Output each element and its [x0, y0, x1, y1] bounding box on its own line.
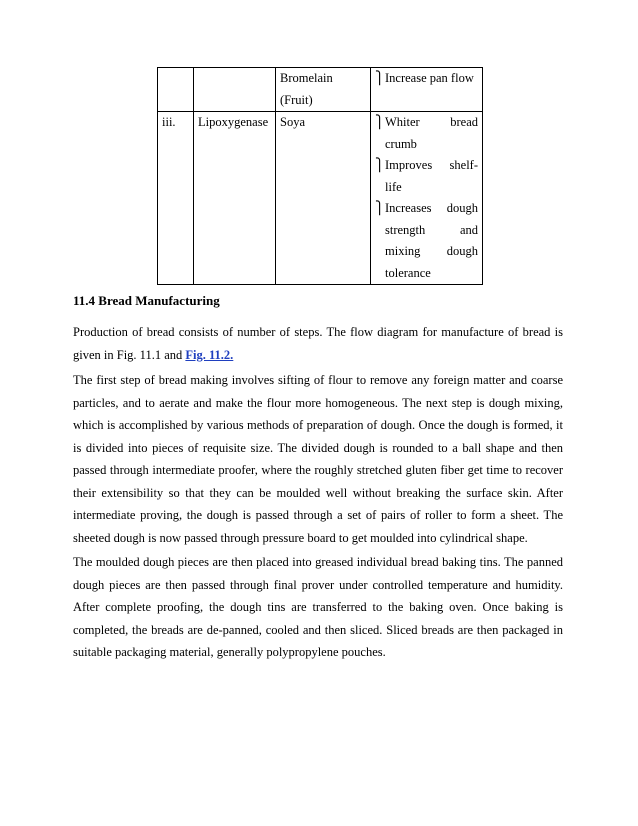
finishing-paragraph: The moulded dough pieces are then placed into greased individual bread baking tins. The panned dough pieces are then passed through final prover under controlled temperature and humidity. After complete proofing, the dough tins are transferred to the baking oven. Once baking is completed, the breads are de-panned, cooled and then sliced. Sliced breads are then packaged in suitable packaging material, generally polypropylene pouches.: [73, 555, 563, 659]
process-paragraph: The first step of bread making involves sifting of flour to remove any foreign matter and coarse particles, and to aerate and make the flour more homogeneous. The next step is dough mixing, which is accomplished by various methods of preparation of dough. Once the dough is formed, it is divided into pieces of requisite size. The divided dough is rounded to a ball shape and then passed through intermediate proofer, where the roughly stretched gluten fiber get time to recover their extensibility so that they can be moulded well without breaking the surface skin. After intermediate proving, the dough is passed through a set of pairs of roller to form a sheet. The sheeted dough is now passed through pressure board to get moulded into cylindrical shape.: [73, 373, 563, 545]
effect-text-continued: mixing dough: [385, 244, 478, 258]
effect-text-continued: tolerance: [385, 265, 431, 280]
figure-link[interactable]: Fig. 11.2.: [185, 347, 234, 362]
brace-bullet-icon: ⎫: [375, 115, 385, 129]
intro-paragraph: [73, 321, 563, 366]
intro-text: Production of bread consists of number of steps. The flow diagram for manufacture of bread is given in Fig. 11.1 and: [73, 325, 563, 362]
section-heading: 11.4 Bread Manufacturing: [73, 293, 220, 308]
source-line: Soya: [280, 115, 305, 129]
enzyme-cell: [194, 68, 276, 112]
effect-text: Improves shelf-: [385, 158, 478, 172]
effect-text-continued: life: [385, 179, 402, 194]
brace-bullet-icon: ⎫: [375, 71, 385, 85]
source-line: (Fruit): [280, 92, 313, 107]
effect-text: Whiter bread: [385, 115, 478, 129]
table-row: [158, 68, 483, 112]
effect-item: [375, 68, 478, 90]
effect-text: Increases dough: [385, 201, 478, 215]
source-line: Bromelain: [280, 71, 333, 85]
brace-bullet-icon: ⎫: [375, 201, 385, 215]
source-cell: [276, 68, 371, 112]
enzyme-table: [157, 67, 483, 285]
enzyme-table-body: [158, 68, 483, 285]
effect-text: Increase pan flow: [385, 71, 474, 85]
effect-item: [375, 112, 478, 134]
source-cell: [276, 112, 371, 285]
brace-bullet-icon: ⎫: [375, 158, 385, 172]
enzyme-cell: Lipoxygenase: [194, 112, 276, 285]
row-index-cell: iii.: [158, 112, 194, 285]
effect-item: [375, 155, 478, 177]
effect-text-continued: strength and: [385, 222, 478, 237]
effect-text-continued: crumb: [385, 136, 417, 151]
table-row: [158, 112, 483, 285]
effects-cell: [371, 112, 483, 285]
row-index-cell: [158, 68, 194, 112]
effects-cell: [371, 68, 483, 112]
effect-item: [375, 198, 478, 220]
